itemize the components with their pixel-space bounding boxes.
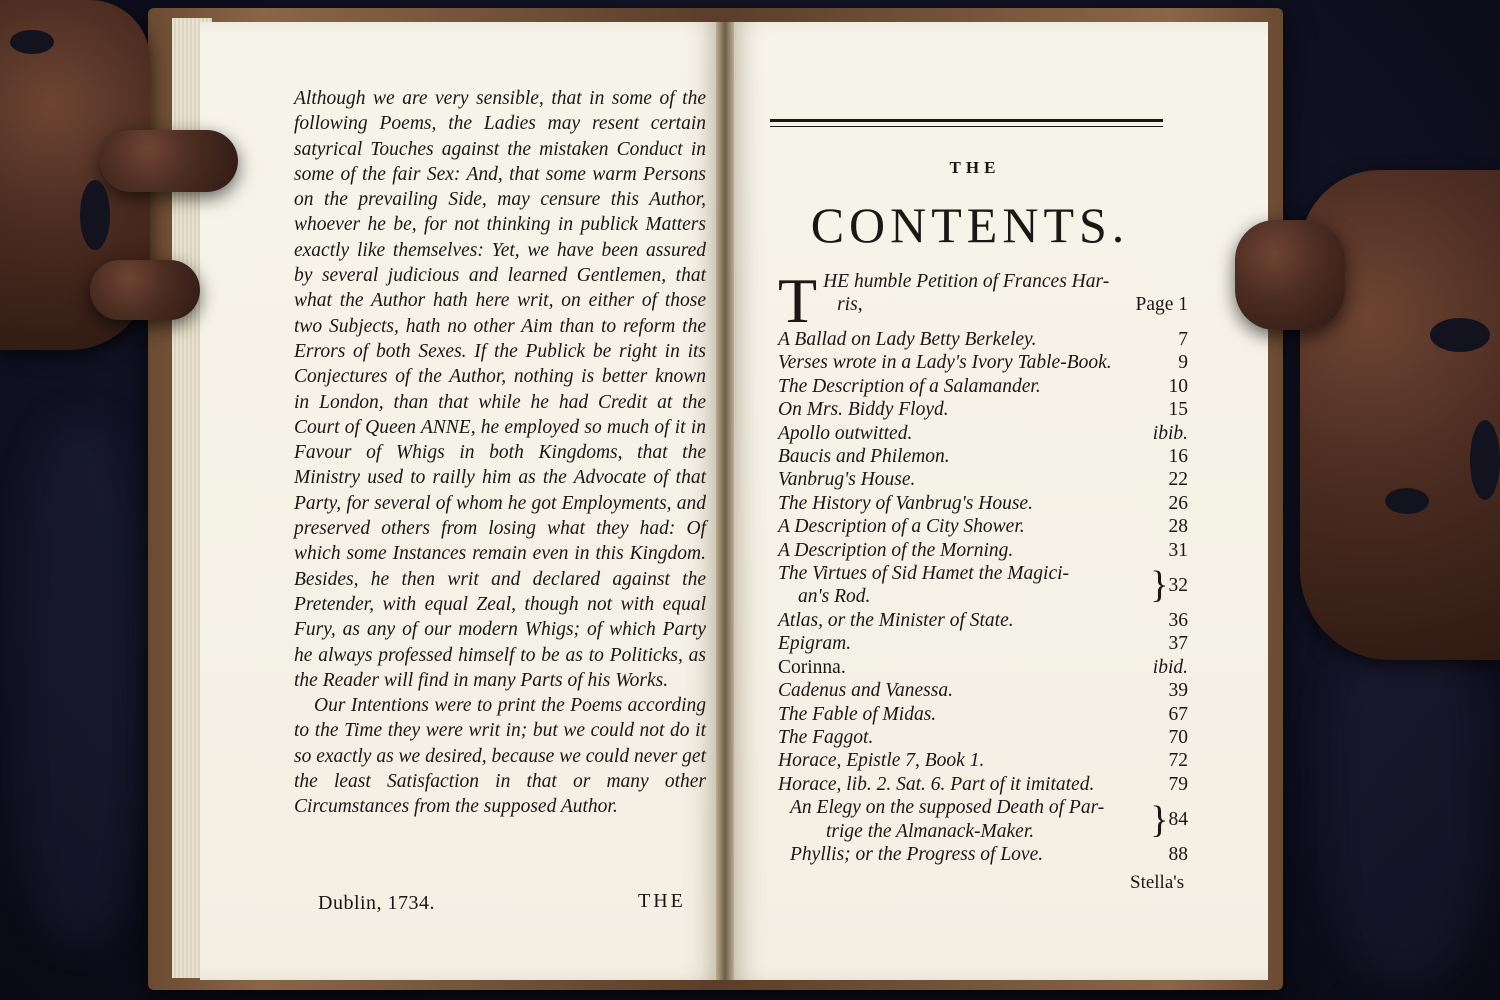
toc-entry-page: ibid. (1152, 656, 1188, 678)
toc-entry-page: 15 (1168, 399, 1188, 421)
toc-entry (778, 703, 1188, 726)
toc-entry-page: 26 (1168, 492, 1188, 514)
toc-entry-title: Baucis and Philemon. (778, 446, 950, 468)
toc-entry-title: A Ballad on Lady Betty Berkeley. (778, 329, 1037, 350)
preface-text (294, 86, 706, 820)
toc-entry-title: Atlas, or the Minister of State. (778, 609, 1014, 631)
toc-entry-title: The Fable of Midas. (778, 703, 937, 725)
drop-cap: T (778, 265, 818, 336)
toc-entry-page: 79 (1168, 773, 1188, 795)
toc-entry-page: 31 (1168, 539, 1188, 561)
toc-entry-title: An Elegy on the supposed Death of Par- (790, 797, 1105, 819)
imprint: Dublin, 1734. (318, 892, 436, 914)
toc-entry-title: Epigram. (778, 633, 852, 655)
toc-entry-title: Verses wrote in a Lady's Ivory Table-Book. (778, 352, 1112, 374)
toc-entry (778, 422, 1188, 445)
toc-entry-title: The Description of a Salamander. (778, 375, 1041, 397)
toc-entry-page: 9 (1178, 352, 1188, 374)
header-rule (770, 126, 1163, 127)
book-weight-right-arm (1235, 220, 1345, 330)
cloth-fold (20, 420, 140, 940)
toc-entry-page: 67 (1168, 703, 1188, 725)
preface-paragraph: Although we are very sensible, that in some of the following Poems, the Ladies may resent certain satyrical Touches against the mistaken Conduct in some of the fair Sex: And, that some warm Persons on the prevailing Side, may censure this Author, whoever he be, for not thinking in publick Matters exactly like themselves: Yet, we have been assured by several judicious and learned Gentlemen, that what the Author hath here writ, on either of those two Subjects, hath no other Aim than to reform the Errors of both Sexes. If the Publick be right in its Conjectures of the Author, nothing is better known in London, than that while he had Credit at the Court of Queen ANNE, he employed so much of it in Favour of Whigs in both Kingdoms, that the Ministry used to railly him as the Advocate of that Party, for several of whom he got Employments, and preserved others from losing what they had: Of which some Instances remain even in this Kingdom. Besides, he then writ and declared against the Pretender, with equal Zeal, though not with equal Fury, as any of our modern Whigs; of which Party he always professed himself to be as to Politicks, as the Reader will find in many Parts of his Works. (294, 88, 706, 691)
toc-entry-page: 70 (1168, 726, 1188, 748)
toc-entry-page: 36 (1168, 609, 1188, 631)
heading-the: THE (949, 158, 1001, 177)
toc-entry (778, 445, 1188, 468)
toc-entry-title: HE humble Petition of Frances Har- (823, 271, 1110, 292)
catchword: Stella's (1130, 872, 1185, 893)
toc-entry-title: Cadenus and Vanessa. (778, 680, 953, 702)
toc-entry-title: The History of Vanbrug's House. (778, 492, 1033, 514)
toc-entry-title: an's Rod. (798, 586, 871, 608)
toc-entry-title: A Description of the Morning. (778, 539, 1014, 561)
toc-entry (778, 749, 1188, 772)
toc-entry-page: 88 (1168, 843, 1188, 865)
toc-entry (778, 843, 1188, 866)
toc-entry (778, 773, 1188, 796)
toc-entry-title: On Mrs. Biddy Floyd. (778, 399, 949, 421)
toc-entry (778, 265, 1188, 336)
toc-entry-page: 32 (1168, 574, 1188, 596)
brace-glyph: } (1150, 798, 1169, 841)
toc-entry-page: 22 (1168, 469, 1188, 491)
toc-entry (778, 656, 1188, 679)
toc-entry-title: The Virtues of Sid Hamet the Magici- (778, 563, 1070, 585)
toc-entry (778, 539, 1188, 562)
preface-paragraph: Our Intentions were to print the Poems according to the Time they were writ in; but we could not do it so exactly as we desired, because we could never get the least Satisfaction in that or many other Circumstances from the supposed Author. (294, 695, 706, 818)
toc-entry (778, 679, 1188, 702)
weight-hole (1385, 488, 1429, 514)
brace-glyph: } (1150, 564, 1169, 607)
book-gutter (716, 22, 734, 980)
toc-entry (778, 562, 1188, 609)
toc-entry-page: 37 (1168, 633, 1188, 655)
toc-entry-title: The Faggot. (778, 726, 874, 748)
toc-entry (778, 726, 1188, 749)
catchword: THE (638, 890, 686, 912)
toc-entry-title: Horace, Epistle 7, Book 1. (778, 750, 985, 772)
toc-entry (778, 515, 1188, 538)
toc-entry-title: Corinna. (778, 656, 846, 678)
toc-entry (778, 492, 1188, 515)
book-weight-left-arm (100, 130, 238, 192)
table-of-contents (778, 265, 1188, 866)
toc-entry-title: Apollo outwitted. (778, 422, 913, 444)
header-rule (770, 119, 1163, 122)
toc-entry (778, 609, 1188, 632)
toc-entry-title: ris, (837, 294, 863, 316)
weight-hole (80, 180, 110, 250)
toc-entry (778, 796, 1188, 843)
toc-entry-page: Page 1 (1135, 294, 1188, 316)
toc-entry-title: Horace, lib. 2. Sat. 6. Part of it imitated. (778, 773, 1095, 795)
toc-entry-title: trige the Almanack-Maker. (826, 820, 1035, 842)
toc-entry (778, 468, 1188, 491)
weight-hole (10, 30, 54, 54)
toc-entry-title: Vanbrug's House. (778, 469, 916, 491)
toc-entry-title: A Description of a City Shower. (778, 516, 1025, 538)
toc-entry (778, 351, 1188, 374)
toc-entry-title: Phyllis; or the Progress of Love. (790, 843, 1044, 865)
page-title: CONTENTS. (810, 197, 1130, 253)
weight-hole (1430, 318, 1490, 352)
toc-entry-page: 7 (1178, 329, 1188, 350)
toc-entry-page: 28 (1168, 516, 1188, 538)
toc-entry (778, 375, 1188, 398)
toc-entry (778, 328, 1188, 351)
toc-entry-page: 72 (1168, 750, 1188, 772)
weight-hole (1470, 420, 1500, 500)
toc-entry-page: 84 (1168, 808, 1188, 830)
toc-entry-page: 39 (1168, 680, 1188, 702)
toc-entry-page: ibib. (1152, 422, 1188, 444)
toc-entry-page: 10 (1168, 375, 1188, 397)
toc-entry-page: 16 (1168, 446, 1188, 468)
toc-entry (778, 398, 1188, 421)
toc-entry (778, 632, 1188, 655)
book-weight-left-arm (90, 260, 200, 320)
